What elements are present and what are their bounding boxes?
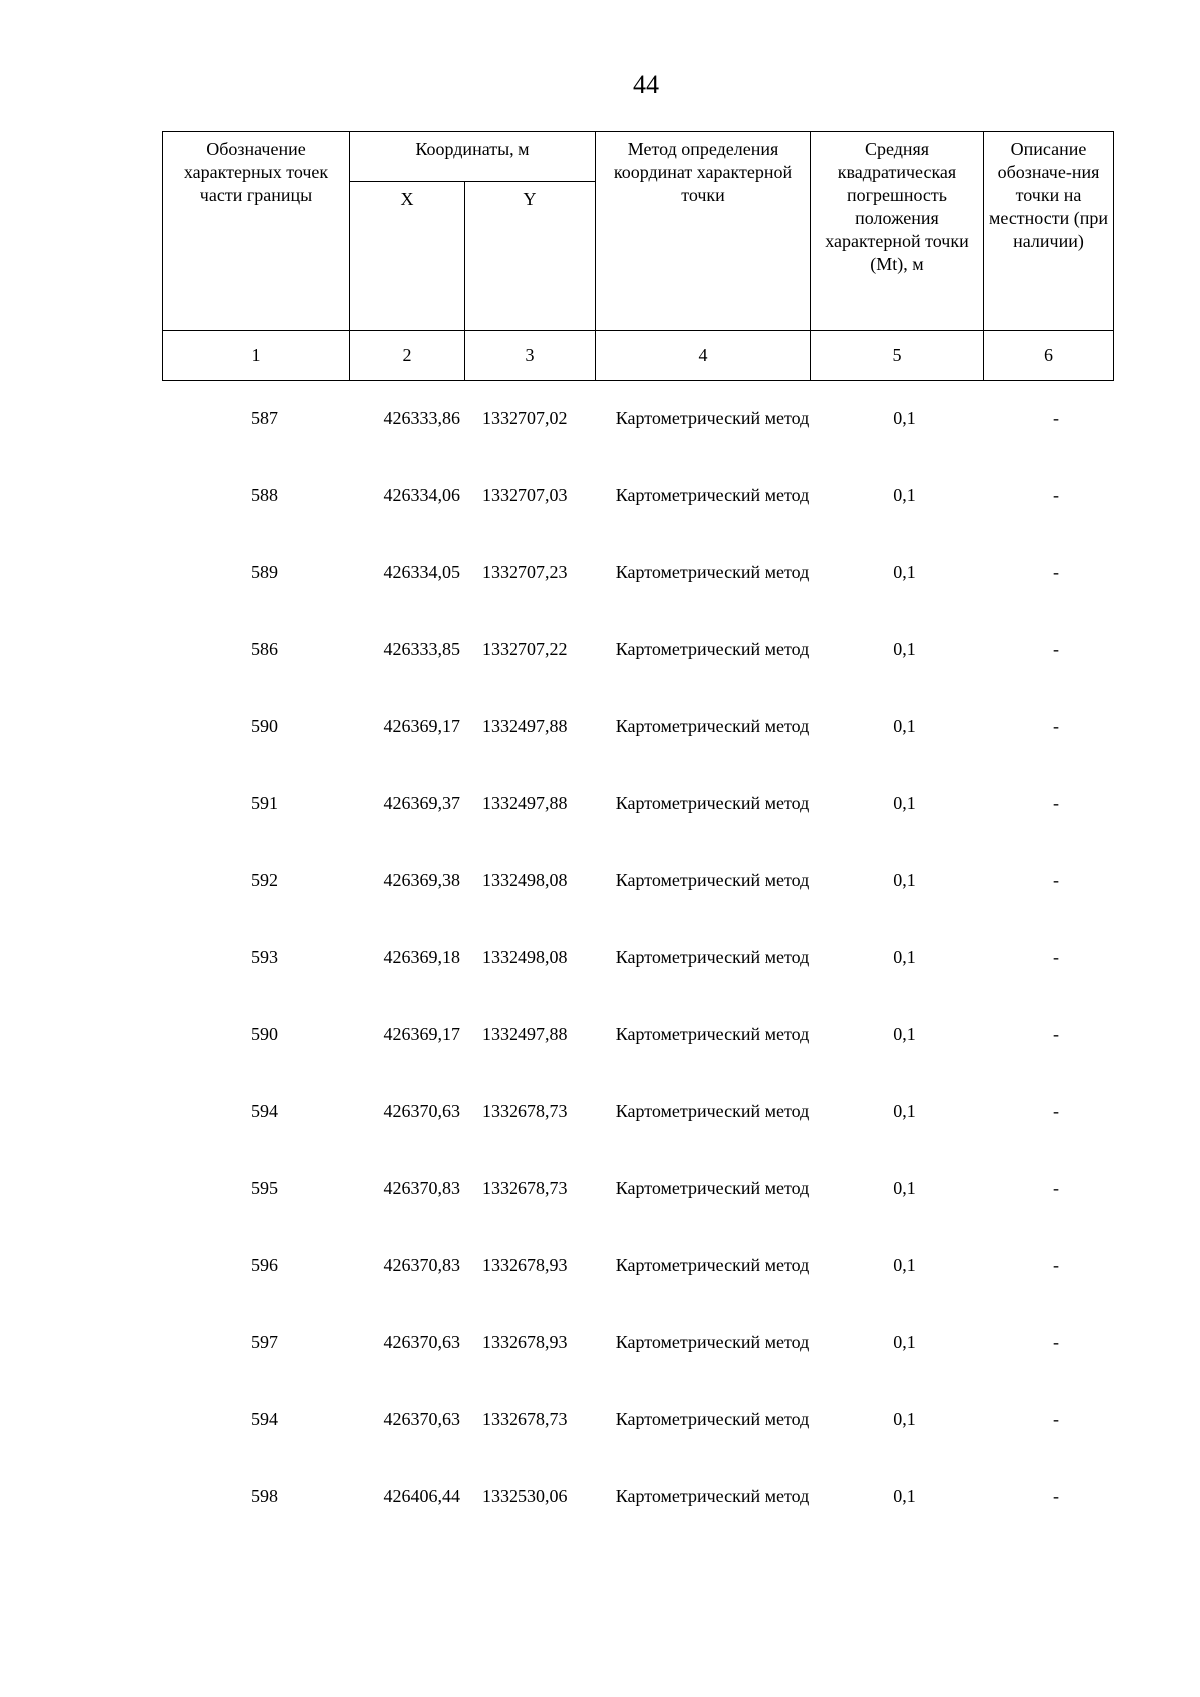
method: Картометрический метод bbox=[615, 485, 810, 505]
method: Картометрический метод bbox=[615, 1024, 810, 1044]
point-description: - bbox=[1053, 1101, 1059, 1121]
coordinate-x: 426370,63 bbox=[383, 1332, 460, 1352]
column-number: 1 bbox=[163, 331, 350, 381]
column-number: 5 bbox=[811, 331, 984, 381]
coordinate-y: 1332707,23 bbox=[482, 562, 568, 582]
coordinate-y: 1332497,88 bbox=[482, 1024, 568, 1044]
method: Картометрический метод bbox=[615, 1178, 810, 1198]
point-description: - bbox=[1053, 870, 1059, 890]
coordinate-y: 1332530,06 bbox=[482, 1486, 568, 1506]
coordinate-y: 1332707,03 bbox=[482, 485, 568, 505]
column-number: 6 bbox=[984, 331, 1114, 381]
coordinate-x: 426369,17 bbox=[383, 716, 460, 736]
point-description: - bbox=[1053, 1024, 1059, 1044]
point-description: - bbox=[1053, 1332, 1059, 1352]
table-row bbox=[162, 1150, 1113, 1227]
mean-square-error: 0,1 bbox=[893, 1024, 916, 1044]
coordinate-x: 426370,63 bbox=[383, 1101, 460, 1121]
header-column-numbers bbox=[163, 331, 1114, 381]
table-row bbox=[162, 996, 1113, 1073]
point-description: - bbox=[1053, 1255, 1059, 1275]
point-number: 594 bbox=[251, 1101, 278, 1121]
header-method: Метод определения координат характерной точки bbox=[596, 132, 811, 331]
mean-square-error: 0,1 bbox=[893, 870, 916, 890]
coordinate-y: 1332498,08 bbox=[482, 947, 568, 967]
table-row bbox=[162, 765, 1113, 842]
header-point-description: Описание обозначе-ния точки на местности (при наличии) bbox=[984, 132, 1114, 331]
column-number: 2 bbox=[350, 331, 465, 381]
coordinate-y: 1332678,93 bbox=[482, 1255, 568, 1275]
method: Картометрический метод bbox=[615, 1409, 810, 1429]
coordinate-y: 1332498,08 bbox=[482, 870, 568, 890]
mean-square-error: 0,1 bbox=[893, 1178, 916, 1198]
mean-square-error: 0,1 bbox=[893, 562, 916, 582]
table-row bbox=[162, 842, 1113, 919]
coordinate-x: 426369,38 bbox=[383, 870, 460, 890]
point-number: 594 bbox=[251, 1409, 278, 1429]
coordinate-x: 426333,86 bbox=[383, 408, 460, 428]
mean-square-error: 0,1 bbox=[893, 1409, 916, 1429]
table-row bbox=[162, 380, 1113, 457]
mean-square-error: 0,1 bbox=[893, 1101, 916, 1121]
mean-square-error: 0,1 bbox=[893, 947, 916, 967]
point-description: - bbox=[1053, 408, 1059, 428]
method: Картометрический метод bbox=[615, 1255, 810, 1275]
page-number: 44 bbox=[633, 70, 659, 99]
table-row bbox=[162, 534, 1113, 611]
coordinate-y: 1332707,22 bbox=[482, 639, 568, 659]
point-description: - bbox=[1053, 562, 1059, 582]
coordinate-x: 426369,18 bbox=[383, 947, 460, 967]
column-number: 4 bbox=[596, 331, 811, 381]
mean-square-error: 0,1 bbox=[893, 1255, 916, 1275]
mean-square-error: 0,1 bbox=[893, 639, 916, 659]
point-number: 595 bbox=[251, 1178, 278, 1198]
point-description: - bbox=[1053, 639, 1059, 659]
table-row bbox=[162, 1304, 1113, 1381]
point-description: - bbox=[1053, 1178, 1059, 1198]
table-row bbox=[162, 919, 1113, 996]
point-number: 591 bbox=[251, 793, 278, 813]
header-coordinates-group: Координаты, м bbox=[350, 132, 596, 182]
coordinate-y: 1332497,88 bbox=[482, 716, 568, 736]
table-header bbox=[162, 131, 1114, 381]
coordinate-x: 426370,83 bbox=[383, 1178, 460, 1198]
coordinate-x: 426370,63 bbox=[383, 1409, 460, 1429]
method: Картометрический метод bbox=[615, 947, 810, 967]
point-number: 593 bbox=[251, 947, 278, 967]
point-description: - bbox=[1053, 485, 1059, 505]
coordinate-y: 1332707,02 bbox=[482, 408, 568, 428]
point-number: 598 bbox=[251, 1486, 278, 1506]
method: Картометрический метод bbox=[615, 1486, 810, 1506]
point-number: 597 bbox=[251, 1332, 278, 1352]
table-row bbox=[162, 611, 1113, 688]
coordinate-y: 1332678,73 bbox=[482, 1409, 568, 1429]
point-description: - bbox=[1053, 793, 1059, 813]
header-mean-square-error: Средняя квадратическая погрешность положения характерной точки (Mt), м bbox=[811, 132, 984, 331]
coordinate-x: 426369,37 bbox=[383, 793, 460, 813]
table-row bbox=[162, 457, 1113, 534]
method: Картометрический метод bbox=[615, 1101, 810, 1121]
method: Картометрический метод bbox=[615, 716, 810, 736]
coordinate-y: 1332497,88 bbox=[482, 793, 568, 813]
point-description: - bbox=[1053, 1409, 1059, 1429]
point-description: - bbox=[1053, 947, 1059, 967]
method: Картометрический метод bbox=[615, 408, 810, 428]
point-number: 590 bbox=[251, 1024, 278, 1044]
header-y: Y bbox=[465, 182, 596, 331]
table-row bbox=[162, 1073, 1113, 1150]
column-number: 3 bbox=[465, 331, 596, 381]
table-row bbox=[162, 1381, 1113, 1458]
coordinate-y: 1332678,93 bbox=[482, 1332, 568, 1352]
mean-square-error: 0,1 bbox=[893, 716, 916, 736]
point-number: 596 bbox=[251, 1255, 278, 1275]
coordinate-x: 426333,85 bbox=[383, 639, 460, 659]
coordinate-x: 426334,05 bbox=[383, 562, 460, 582]
table-row bbox=[162, 688, 1113, 765]
header-x: X bbox=[350, 182, 465, 331]
coordinate-x: 426334,06 bbox=[383, 485, 460, 505]
method: Картометрический метод bbox=[615, 562, 810, 582]
mean-square-error: 0,1 bbox=[893, 408, 916, 428]
point-number: 588 bbox=[251, 485, 278, 505]
mean-square-error: 0,1 bbox=[893, 1486, 916, 1506]
point-number: 590 bbox=[251, 716, 278, 736]
header-point-designation: Обозначение характерных точек части границы bbox=[163, 132, 350, 331]
coordinate-x: 426369,17 bbox=[383, 1024, 460, 1044]
method: Картометрический метод bbox=[615, 793, 810, 813]
point-number: 586 bbox=[251, 639, 278, 659]
point-number: 589 bbox=[251, 562, 278, 582]
coordinates-table bbox=[162, 380, 1113, 1535]
point-description: - bbox=[1053, 716, 1059, 736]
method: Картометрический метод bbox=[615, 1332, 810, 1352]
point-number: 587 bbox=[251, 408, 278, 428]
coordinate-y: 1332678,73 bbox=[482, 1178, 568, 1198]
method: Картометрический метод bbox=[615, 639, 810, 659]
coordinate-x: 426406,44 bbox=[383, 1486, 460, 1506]
point-description: - bbox=[1053, 1486, 1059, 1506]
coordinate-x: 426370,83 bbox=[383, 1255, 460, 1275]
table-row bbox=[162, 1458, 1113, 1535]
coordinate-y: 1332678,73 bbox=[482, 1101, 568, 1121]
method: Картометрический метод bbox=[615, 870, 810, 890]
mean-square-error: 0,1 bbox=[893, 793, 916, 813]
mean-square-error: 0,1 bbox=[893, 1332, 916, 1352]
mean-square-error: 0,1 bbox=[893, 485, 916, 505]
table-row bbox=[162, 1227, 1113, 1304]
point-number: 592 bbox=[251, 870, 278, 890]
